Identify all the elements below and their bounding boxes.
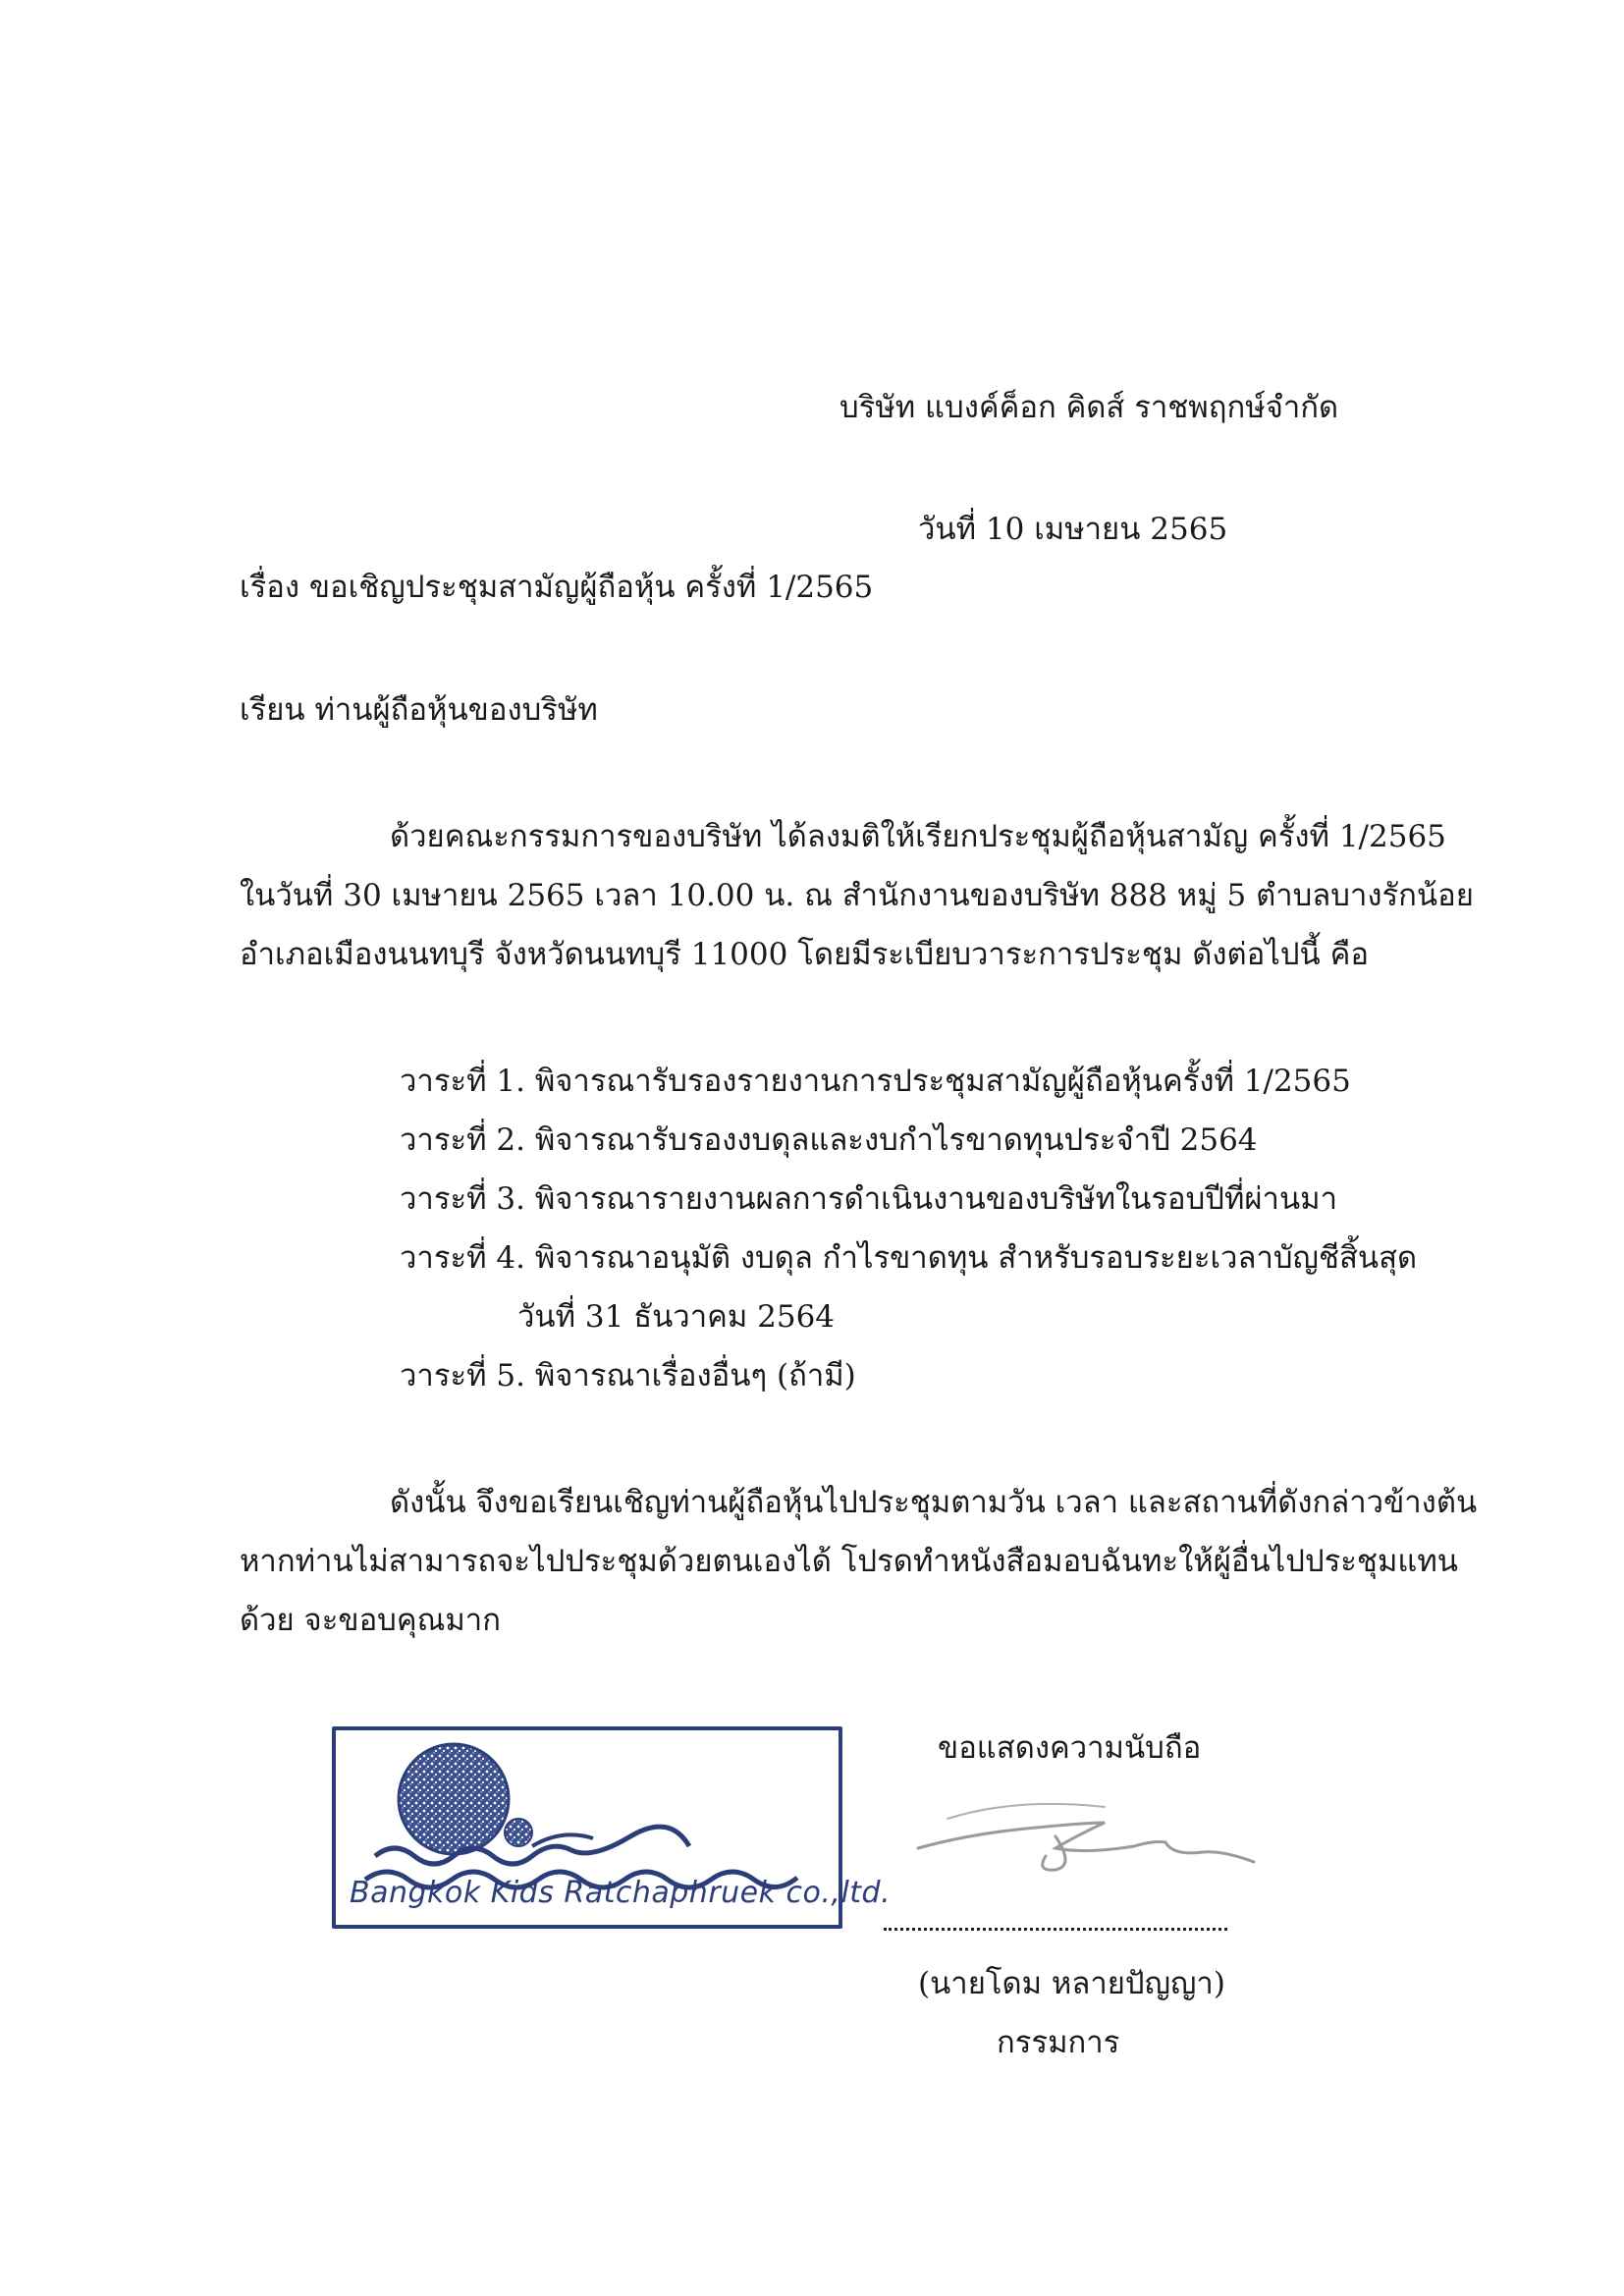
signature-line — [884, 1925, 1227, 1931]
company-name: บริษัท แบงค์ค็อก คิดส์ ราชพฤกษ์จำกัด — [839, 390, 1339, 425]
signer-position: กรรมการ — [997, 2025, 1120, 2060]
agenda-item-1: วาระที่ 1. พิจารณารับรองรายงานการประชุมสามัญผู้ถือหุ้นครั้งที่ 1/2565 — [400, 1064, 1351, 1099]
stamp-text: Bangkok Kids Ratchaphruek co.,ltd. — [350, 1876, 892, 1910]
body-paragraph-2-line: ดังนั้น จึงขอเรียนเชิญท่านผู้ถือหุ้นไปประชุมตามวัน เวลา และสถานที่ดังกล่าวข้างต้น — [390, 1485, 1478, 1520]
company-stamp — [332, 1726, 892, 1929]
agenda-item-3: วาระที่ 3. พิจารณารายงานผลการดำเนินงานของบริษัทในรอบปีที่ผ่านมา — [400, 1181, 1337, 1217]
agenda-item-5: วาระที่ 5. พิจารณาเรื่องอื่นๆ (ถ้ามี) — [400, 1358, 856, 1394]
letter-subject: เรื่อง ขอเชิญประชุมสามัญผู้ถือหุ้น ครั้งที่ 1/2565 — [240, 570, 874, 605]
agenda-item-2: วาระที่ 2. พิจารณารับรองงบดุลและงบกำไรขาดทุนประจำปี 2564 — [400, 1122, 1258, 1158]
letter-date: วันที่ 10 เมษายน 2565 — [918, 512, 1228, 547]
agenda-item-4: วาระที่ 4. พิจารณาอนุมัติ งบดุล กำไรขาดทุน สำหรับรอบระยะเวลาบัญชีสิ้นสุด — [400, 1240, 1418, 1276]
salutation: เรียน ท่านผู้ถือหุ้นของบริษัท — [240, 692, 598, 728]
agenda-item-4-continuation: วันที่ 31 ธันวาคม 2564 — [517, 1299, 836, 1335]
body-paragraph-2-line: หากท่านไม่สามารถจะไปประชุมด้วยตนเองได้ โปรดทำหนังสือมอบฉันทะให้ผู้อื่นไปประชุมแทน — [240, 1544, 1458, 1579]
body-paragraph-1-line: ในวันที่ 30 เมษายน 2565 เวลา 10.00 น. ณ สำนักงานของบริษัท 888 หมู่ 5 ตำบลบางรักน้อย — [240, 878, 1474, 913]
closing-phrase: ขอแสดงความนับถือ — [938, 1730, 1202, 1766]
body-paragraph-1-line: อำเภอเมืองนนทบุรี จังหวัดนนทบุรี 11000 โดยมีระเบียบวาระการประชุม ดังต่อไปนี้ คือ — [240, 937, 1369, 972]
signer-name: (นายโดม หลายปัญญา) — [918, 1966, 1225, 2001]
body-paragraph-2-line: ด้วย จะขอบคุณมาก — [240, 1603, 501, 1638]
body-paragraph-1-line: ด้วยคณะกรรมการของบริษัท ได้ลงมติให้เรียกประชุมผู้ถือหุ้นสามัญ ครั้งที่ 1/2565 — [390, 819, 1446, 854]
signature-icon — [908, 1777, 1262, 1886]
